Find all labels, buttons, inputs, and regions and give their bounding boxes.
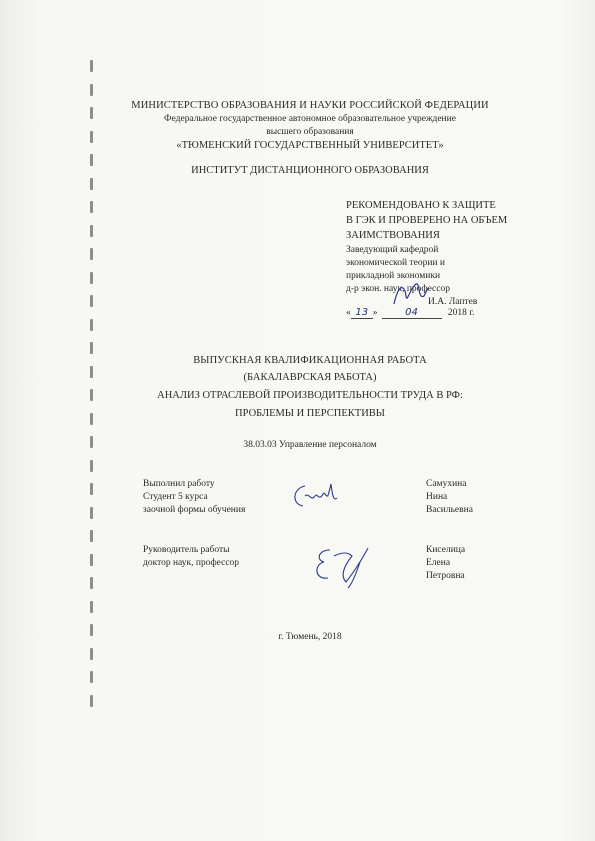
approval-line-6: прикладной экономики [346, 271, 441, 281]
approval-line-1: РЕКОМЕНДОВАНО К ЗАЩИТЕ [346, 200, 496, 211]
institution-line-1: Федеральное государственное автономное образовательное учреждение [164, 114, 456, 124]
specialty: 38.03.03 Управление персоналом [243, 440, 377, 450]
date-month: 04 [382, 307, 442, 319]
binding-hole [90, 272, 93, 284]
university-name: «ТЮМЕНСКИЙ ГОСУДАРСТВЕННЫЙ УНИВЕРСИТЕТ» [176, 140, 444, 151]
supervisor-role-2: доктор наук, профессор [143, 558, 240, 568]
date-open-quote: « [346, 308, 351, 318]
ministry-line: МИНИСТЕРСТВО ОБРАЗОВАНИЯ И НАУКИ РОССИЙСКОЙ ФЕДЕРАЦИИ [131, 100, 489, 111]
approver-name: И.А. Лаптев [428, 297, 478, 307]
binding-hole [90, 107, 93, 119]
supervisor-surname: Киселица [426, 545, 466, 555]
student-first-name: Нина [426, 492, 448, 502]
binding-hole [90, 671, 93, 683]
approval-line-2: В ГЭК И ПРОВЕРЕНО НА ОБЪЕМ [346, 215, 508, 226]
binding-hole [90, 84, 93, 96]
student-signature [285, 480, 345, 512]
approval-line-3: ЗАИМСТВОВАНИЯ [346, 230, 440, 241]
binding-hole [90, 225, 93, 237]
supervisor-first-name: Елена [426, 558, 451, 568]
date-close-quote: » [372, 308, 378, 318]
institution-line-2: высшего образования [266, 127, 354, 137]
work-type: ВЫПУСКНАЯ КВАЛИФИКАЦИОННАЯ РАБОТА [193, 355, 427, 366]
binding-hole [90, 366, 93, 378]
binding-hole [90, 483, 93, 495]
thesis-title-line-2: ПРОБЛЕМЫ И ПЕРСПЕКТИВЫ [235, 408, 385, 419]
binding-hole [90, 507, 93, 519]
binding-hole [90, 295, 93, 307]
student-role-2: Студент 5 курса [143, 492, 208, 502]
date-day: 13 [351, 307, 373, 319]
binding-hole [90, 460, 93, 472]
binding-hole [90, 248, 93, 260]
binding-hole [90, 413, 93, 425]
binding-hole [90, 319, 93, 331]
approval-line-4: Заведующий кафедрой [346, 245, 439, 255]
institute-name: ИНСТИТУТ ДИСТАНЦИОННОГО ОБРАЗОВАНИЯ [191, 165, 429, 176]
binding-hole [90, 60, 93, 72]
binding-hole [90, 695, 93, 707]
binding-hole [90, 530, 93, 542]
binding-holes [84, 60, 98, 720]
binding-hole [90, 648, 93, 660]
approval-line-5: экономической теории и [346, 258, 445, 268]
binding-hole [90, 154, 93, 166]
student-role-3: заочной формы обучения [143, 505, 246, 515]
binding-hole [90, 624, 93, 636]
supervisor-role-1: Руководитель работы [143, 545, 230, 555]
student-patronymic: Васильевна [426, 505, 473, 515]
binding-hole [90, 131, 93, 143]
thesis-title-line-1: АНАЛИЗ ОТРАСЛЕВОЙ ПРОИЗВОДИТЕЛЬНОСТИ ТРУДА В РФ: [157, 390, 463, 401]
supervisor-signature [308, 542, 378, 592]
supervisor-patronymic: Петровна [426, 571, 465, 581]
binding-hole [90, 342, 93, 354]
city-year: г. Тюмень, 2018 [278, 632, 342, 642]
work-subtype: (БАКАЛАВРСКАЯ РАБОТА) [243, 372, 377, 383]
binding-hole [90, 201, 93, 213]
student-role-1: Выполнил работу [143, 479, 215, 489]
date-year: 2018 г. [447, 308, 475, 318]
binding-hole [90, 436, 93, 448]
binding-hole [90, 178, 93, 190]
binding-hole [90, 601, 93, 613]
approval-date [346, 307, 474, 319]
binding-hole [90, 577, 93, 589]
binding-hole [90, 389, 93, 401]
binding-hole [90, 554, 93, 566]
student-surname: Самухина [426, 479, 467, 489]
approval-line-7: д-р экон. наук, профессор [346, 284, 450, 294]
